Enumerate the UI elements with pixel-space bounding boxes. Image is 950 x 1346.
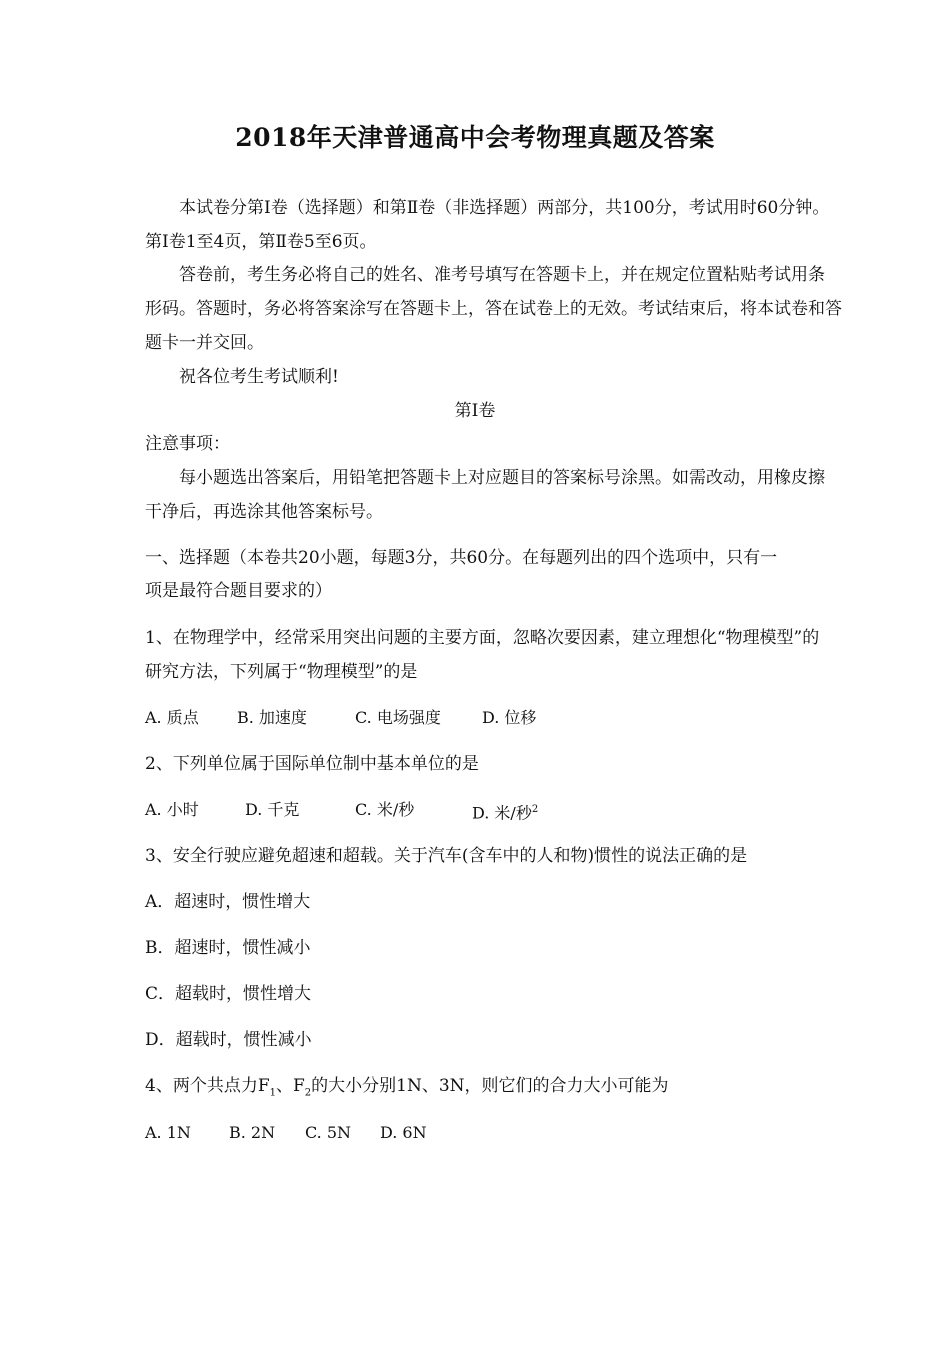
question-4-stem: [145, 1075, 669, 1104]
question-3-option-b: B．超速时，惯性减小: [145, 938, 311, 958]
question-1-option-b: B. 加速度: [237, 708, 307, 727]
intro-wishes: 祝各位考生考试顺利!: [179, 367, 339, 387]
intro-paragraph-1-line-1: 本试卷分第Ⅰ卷（选择题）和第Ⅱ卷（非选择题）两部分，共100分，考试用时60分钟。: [179, 198, 830, 218]
notice-label: 注意事项：: [145, 434, 230, 454]
question-2-option-d-text: D. 米/秒: [472, 803, 532, 823]
question-2-option-c: C. 米/秒: [355, 800, 415, 819]
question-4-stem-part-b: 、F: [276, 1076, 305, 1096]
question-2-option-a: A. 小时: [145, 800, 199, 819]
question-3-option-a: A．超速时，惯性增大: [145, 892, 311, 912]
question-3-stem: 3、安全行驶应避免超速和超载。关于汽车(含车中的人和物)惯性的说法正确的是: [145, 846, 748, 866]
question-2-option-d: [472, 799, 538, 824]
question-4-subscript-1: 1: [269, 1087, 276, 1099]
question-4-option-a: A. 1N: [145, 1123, 191, 1142]
question-1-option-d: D. 位移: [482, 708, 537, 727]
notice-line-2: 干净后，再选涂其他答案标号。: [145, 502, 383, 522]
question-4-subscript-2: 2: [304, 1087, 312, 1099]
page-title: 2018年天津普通高中会考物理真题及答案: [235, 123, 715, 152]
question-2-option-b: D. 千克: [245, 800, 300, 819]
question-1-stem-line-2: 研究方法，下列属于“物理模型”的是: [145, 662, 418, 682]
question-4-stem-part-c: 的大小分别1N、3N，则它们的合力大小可能为: [311, 1076, 669, 1096]
intro-paragraph-2-line-3: 题卡一并交回。: [145, 333, 264, 353]
question-3-option-d: D．超载时，惯性减小: [145, 1030, 312, 1050]
question-2-option-d-exponent: 2: [531, 804, 539, 815]
part-heading-line-1: 一、选择题（本卷共20小题，每题3分，共60分。在每题列出的四个选项中，只有一: [145, 548, 778, 568]
intro-paragraph-2-line-1: 答卷前，考生务必将自己的姓名、准考号填写在答题卡上，并在规定位置粘贴考试用条: [179, 265, 825, 285]
part-heading-line-2: 项是最符合题目要求的）: [145, 581, 332, 601]
question-1-option-a: A. 质点: [145, 708, 199, 727]
intro-paragraph-1-line-2: 第Ⅰ卷1至4页，第Ⅱ卷5至6页。: [145, 232, 377, 252]
question-4-option-d: D. 6N: [380, 1123, 427, 1142]
question-1-option-c: C. 电场强度: [355, 708, 441, 727]
intro-paragraph-2-line-2: 形码。答题时，务必将答案涂写在答题卡上，答在试卷上的无效。考试结束后，将本试卷和答: [145, 299, 842, 319]
question-4-option-c: C. 5N: [305, 1123, 352, 1142]
question-1-stem-line-1: 1、在物理学中，经常采用突出问题的主要方面，忽略次要因素，建立理想化“物理模型”的: [145, 628, 820, 648]
question-2-stem: 2、下列单位属于国际单位制中基本单位的是: [145, 754, 479, 774]
question-3-option-c: C．超载时，惯性增大: [145, 984, 312, 1004]
section-heading: 第Ⅰ卷: [454, 401, 496, 421]
question-4-stem-part-a: 4、两个共点力F: [145, 1076, 270, 1096]
notice-line-1: 每小题选出答案后，用铅笔把答题卡上对应题目的答案标号涂黑。如需改动，用橡皮擦: [179, 468, 825, 488]
question-4-option-b: B. 2N: [229, 1123, 276, 1142]
